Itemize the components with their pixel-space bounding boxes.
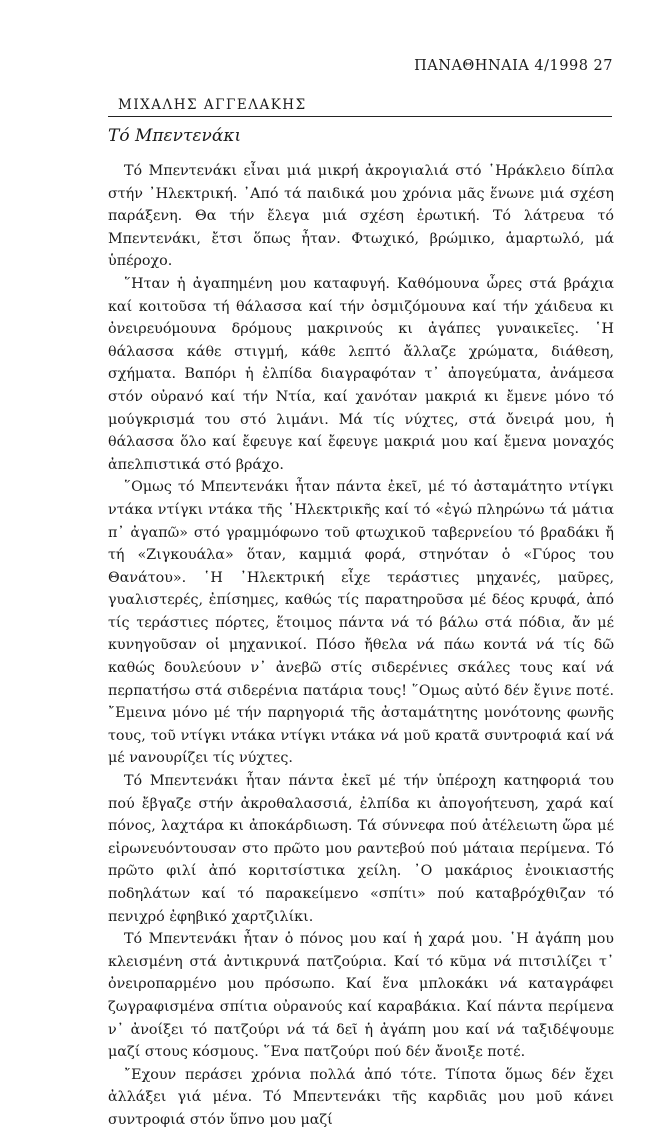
paragraph: ῎Εχουν περάσει χρόνια πολλά ἀπό τότε. Τίποτα ὅμως δέν ἔχει ἀλλάξει γιά μένα. Τό Μπεντενάκι τῆς καρδιᾶς μου μοῦ κάνει συντροφιά στόν ὕπνο μου μαζί	[108, 1066, 614, 1128]
article-body	[108, 160, 614, 1132]
article-title: Τό Μπεντενάκι	[108, 126, 242, 146]
paragraph: Τό Μπεντενάκι εἶναι μιά μικρή ἀκρογιαλιά στό ῾Ηράκλειο δίπλα στήν ᾿Ηλεκτρική. ᾿Από τά παιδικά μου χρόνια μᾶς ἕνωνε μιά σχέση παράξενη. Θα τήν ἔλεγα μιά σχέση ἐρωτική. Τό λάτρευα τό Μπεντενάκι, ἔτσι ὅπως ἦταν. Φτωχικό, βρώμικο, ἁμαρτωλό, μά ὑπέροχο.	[108, 163, 614, 270]
running-header	[414, 58, 613, 74]
paragraph: ῞Ηταν ἡ ἀγαπημένη μου καταφυγή. Καθόμουνα ὧρες στά βράχια καί κοιτοῦσα τή θάλασσα καί τήν ὀσμιζόμουνα καί τήν χάιδευα κι ὀνειρευόμουνα δρόμους μακρινούς κι ἀγάπες γυναικεῖες. ῾Η θάλασσα κάθε στιγμή, κάθε λεπτό ἄλλαζε χρώματα, διάθεση, σχήματα. Βαπόρι ἡ ἐλπίδα διαγραφόταν τ᾿ ἀπογεύματα, ἀνάμεσα στόν οὐρανό καί τήν Ντία, καί χανόταν μακριά κι ἔμενε μόνο τό μούγκρισμά του στό λιμάνι. Μά τίς νύχτες, στά ὄνειρά μου, ἡ θάλασσα ὅλο καί ἔφευγε καί ἔφευγε μακριά μου καί ἔμενα μοναχός ἀπελπιστικά στό βράχο.	[108, 275, 614, 473]
journal-name: ΠΑΝΑΘΗΝΑΙΑ	[414, 58, 530, 74]
paragraph: Τό Μπεντενάκι ἦταν ὁ πόνος μου καί ἡ χαρά μου. ῾Η ἀγάπη μου κλεισμένη στά ἀντικρυνά πατζούρια. Καί τό κῦμα νά πιτσιλίζει τ᾿ ὀνειροπαρμένο μου πρόσωπο. Καί ἕνα μπλοκάκι νά καταγράφει ζωγραφισμένα σπίτια οὐρανούς καί καραβάκια. Καί πάντα περίμενα ν᾿ ἀνοίξει τό πατζούρι νά τά δεῖ ἡ ἀγάπη μου καί νά ταξιδέψουμε μαζί στους κόσμους. ῞Ενα πατζούρι πού δέν ἄνοιξε ποτέ.	[108, 931, 614, 1061]
page-number: 27	[593, 58, 613, 74]
author-name: ΜΙΧΑΛΗΣ ΑΓΓΕΛΑΚΗΣ	[118, 97, 307, 113]
paragraph: Τό Μπεντενάκι ἦταν πάντα ἐκεῖ μέ τήν ὑπέροχη κατηφοριά του πού ἔβγαζε στήν ἀκροθαλασσιά, ἐλπίδα κι ἀπογοήτευση, χαρά καί πόνος, λαχτάρα κι ἀποκάρδιωση. Τά σύννεφα πού ἀτέλειωτη ὥρα μέ εἰρωνευόντουσαν στο πρῶτο μου ραντεβού πού μάταια περίμενα. Τό πρῶτο φιλί ἀπό κοριτσίστικα χείλη. ᾿Ο μακάριος ἐνοικιαστής ποδηλάτων καί τό παρακείμενο «σπίτι» πού καταβρόχθιζαν τό πενιχρό ἐφηβικό χαρτζιλίκι.	[108, 773, 614, 925]
paragraph: ῞Ομως τό Μπεντενάκι ἦταν πάντα ἐκεῖ, μέ τό ἀσταμάτητο ντίγκι ντάκα ντίγκι ντάκα τῆς ῾Ηλεκτρικῆς καί τό «ἐγώ πληρώνω τά μάτια π᾿ ἀγαπῶ» στό γραμμόφωνο τοῦ φτωχικοῦ ταβερνείου τό βραδάκι ἤ τή «Ζιγκουάλα» ὅταν, καμμιά φορά, στηνόταν ὁ «Γύρος του Θανάτου». ῾Η ᾿Ηλεκτρική εἶχε τεράστιες μηχανές, μαῦρες, γυαλιστερές, ἐπίσημες, καθώς τίς παρατηροῦσα μέ δέος κρυφά, ἀπό τίς τεράστιες πόρτες, ἕτοιμος πάντα νά τό βάλω στά πόδια, ἄν μέ κυνηγοῦσαν οἱ μηχανικοί. Πόσο ἤθελα νά πάω κοντά νά τίς δῶ καθώς δουλεύουν ν᾿ ἀνεβῶ στίς σιδερένιες σκάλες τους καί νά περπατήσω στά σιδερένια πατάρια τους! ῞Ομως αὐτό δέν ἔγινε ποτέ. ῎Εμεινα μόνο μέ τήν παρηγοριά τῆς ἀσταμάτητης μονότονης φωνῆς τους, τοῦ ντίγκι ντάκα ντίγκι ντάκα νά μοῦ κρατᾶ συντροφιά καί νά μέ νανουρίζει τίς νύχτες.	[108, 479, 614, 767]
issue-number: 4/1998	[534, 58, 589, 74]
header-rule	[108, 116, 612, 117]
